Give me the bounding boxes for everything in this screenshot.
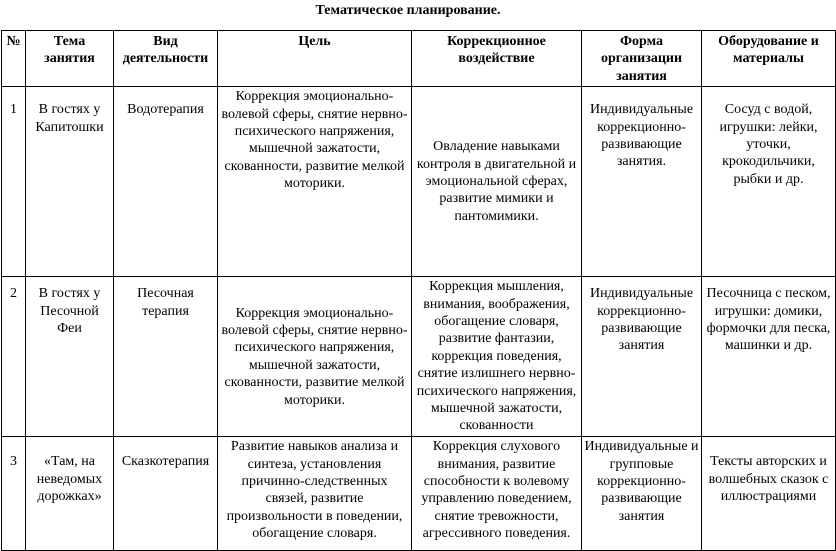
cell-topic: В гостях у Песочной Феи: [26, 277, 114, 437]
cell-equipment: Тексты авторских и волшебных сказок с иллюстрациями: [702, 437, 836, 551]
cell-goal: Коррекция эмоционально-волевой сферы, снятие нервно-психического напряжения, мышечной зажатости, скованности, развитие мелкой моторики.: [218, 87, 412, 277]
cell-activity: Песочная терапия: [114, 277, 218, 437]
cell-number: 1: [2, 87, 26, 277]
table-header-row: [2, 31, 836, 87]
header-topic: Тема занятия: [26, 31, 114, 87]
cell-topic: «Там, на неведомых дорожках»: [26, 437, 114, 551]
table-row: [2, 437, 836, 551]
page-title: Тематическое планирование.: [315, 3, 501, 18]
cell-topic: В гостях у Капитошки: [26, 87, 114, 277]
cell-equipment: Сосуд с водой, игрушки: лейки, уточки, крокодильчики, рыбки и др.: [702, 87, 836, 277]
cell-correction: Овладение навыками контроля в двигательной и эмоциональной сферах, развитие мимики и пантомимики.: [412, 87, 582, 277]
cell-form: Индивидуальные коррекционно-развивающие занятия: [582, 277, 702, 437]
cell-form: Индивидуальные и групповые коррекционно-развивающие занятия: [582, 437, 702, 551]
cell-activity: Сказкотерапия: [114, 437, 218, 551]
cell-number: 2: [2, 277, 26, 437]
planning-table: [1, 30, 836, 551]
header-correction: Коррекционное воздействие: [412, 31, 582, 87]
cell-goal: Коррекция эмоционально-волевой сферы, снятие нервно-психического напряжения, мышечной зажатости, скованности, развитие мелкой моторики.: [218, 277, 412, 437]
table-row: [2, 87, 836, 277]
header-equipment: Оборудование и материалы: [702, 31, 836, 87]
header-activity: Вид деятельности: [114, 31, 218, 87]
header-number: №: [2, 31, 26, 87]
cell-correction: Коррекция слухового внимания, развитие способности к волевому управлению поведением, снятие тревожности, агрессивного поведения.: [412, 437, 582, 551]
table-row: [2, 277, 836, 437]
header-goal: Цель: [218, 31, 412, 87]
cell-form: Индивидуальные коррекционно-развивающие занятия.: [582, 87, 702, 277]
cell-correction: Коррекция мышления, внимания, воображения, обогащение словаря, развитие фантазии, коррекция поведения, снятие излишнего нервно-психического напряжения, мышечной зажатости, скованности: [412, 277, 582, 437]
cell-goal: Развитие навыков анализа и синтеза, установления причинно-следственных связей, развитие произвольности в поведении, обогащение словаря.: [218, 437, 412, 551]
cell-activity: Водотерапия: [114, 87, 218, 277]
header-form: Форма организации занятия: [582, 31, 702, 87]
cell-equipment: Песочница с песком, игрушки: домики, формочки для песка, машинки и др.: [702, 277, 836, 437]
cell-number: 3: [2, 437, 26, 551]
